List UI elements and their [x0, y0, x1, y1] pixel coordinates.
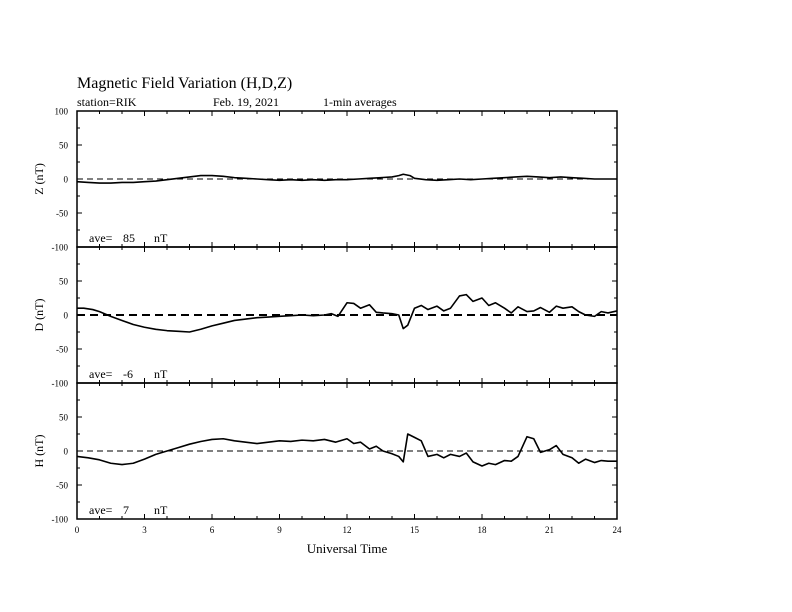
d-ytick-label: 0 [63, 310, 68, 321]
d-ylabel: D (nT) [32, 298, 46, 332]
xtick-label: 12 [342, 525, 352, 535]
z-ave-label: ave= [89, 231, 113, 245]
averaging-label: 1-min averages [323, 95, 397, 109]
z-ytick-label: 0 [63, 174, 68, 185]
d-series-line [77, 295, 617, 332]
h-ytick-label: -100 [51, 514, 68, 525]
d-ave-unit: nT [154, 367, 168, 381]
d-ytick-label: 50 [59, 276, 68, 287]
d-ytick-label: -50 [56, 344, 68, 355]
h-ytick-label: -50 [56, 480, 68, 491]
h-series-line [77, 434, 617, 466]
z-ytick-label: -50 [56, 208, 68, 219]
date-label: Feb. 19, 2021 [213, 95, 279, 109]
z-ylabel: Z (nT) [32, 163, 46, 195]
d-ave-label: ave= [89, 367, 113, 381]
chart-title: Magnetic Field Variation (H,D,Z) [77, 75, 293, 92]
z-ave-unit: nT [154, 231, 168, 245]
h-ylabel: H (nT) [32, 434, 46, 468]
h-ave-label: ave= [89, 503, 113, 517]
d-ave-value: -6 [123, 367, 133, 381]
z-ytick-label: 100 [54, 106, 68, 117]
xtick-label: 21 [545, 525, 554, 535]
xtick-label: 3 [142, 525, 147, 535]
xtick-label: 24 [612, 525, 622, 535]
xtick-label: 0 [74, 525, 80, 535]
station-label: station=RIK [77, 95, 137, 109]
z-ytick-label: 50 [59, 140, 68, 151]
xtick-label: 18 [477, 525, 487, 535]
h-ave-unit: nT [154, 503, 168, 517]
xtick-label: 15 [410, 525, 419, 535]
xlabel: Universal Time [306, 541, 388, 556]
h-ave-value: 7 [123, 503, 129, 517]
xtick-label: 6 [209, 525, 215, 535]
d-ytick-label: -100 [51, 378, 68, 389]
z-ave-value: 85 [123, 231, 135, 245]
xtick-label: 9 [277, 525, 282, 535]
h-ytick-label: 50 [59, 412, 68, 423]
h-ytick-label: 0 [63, 446, 68, 457]
z-ytick-label: -100 [51, 242, 68, 253]
